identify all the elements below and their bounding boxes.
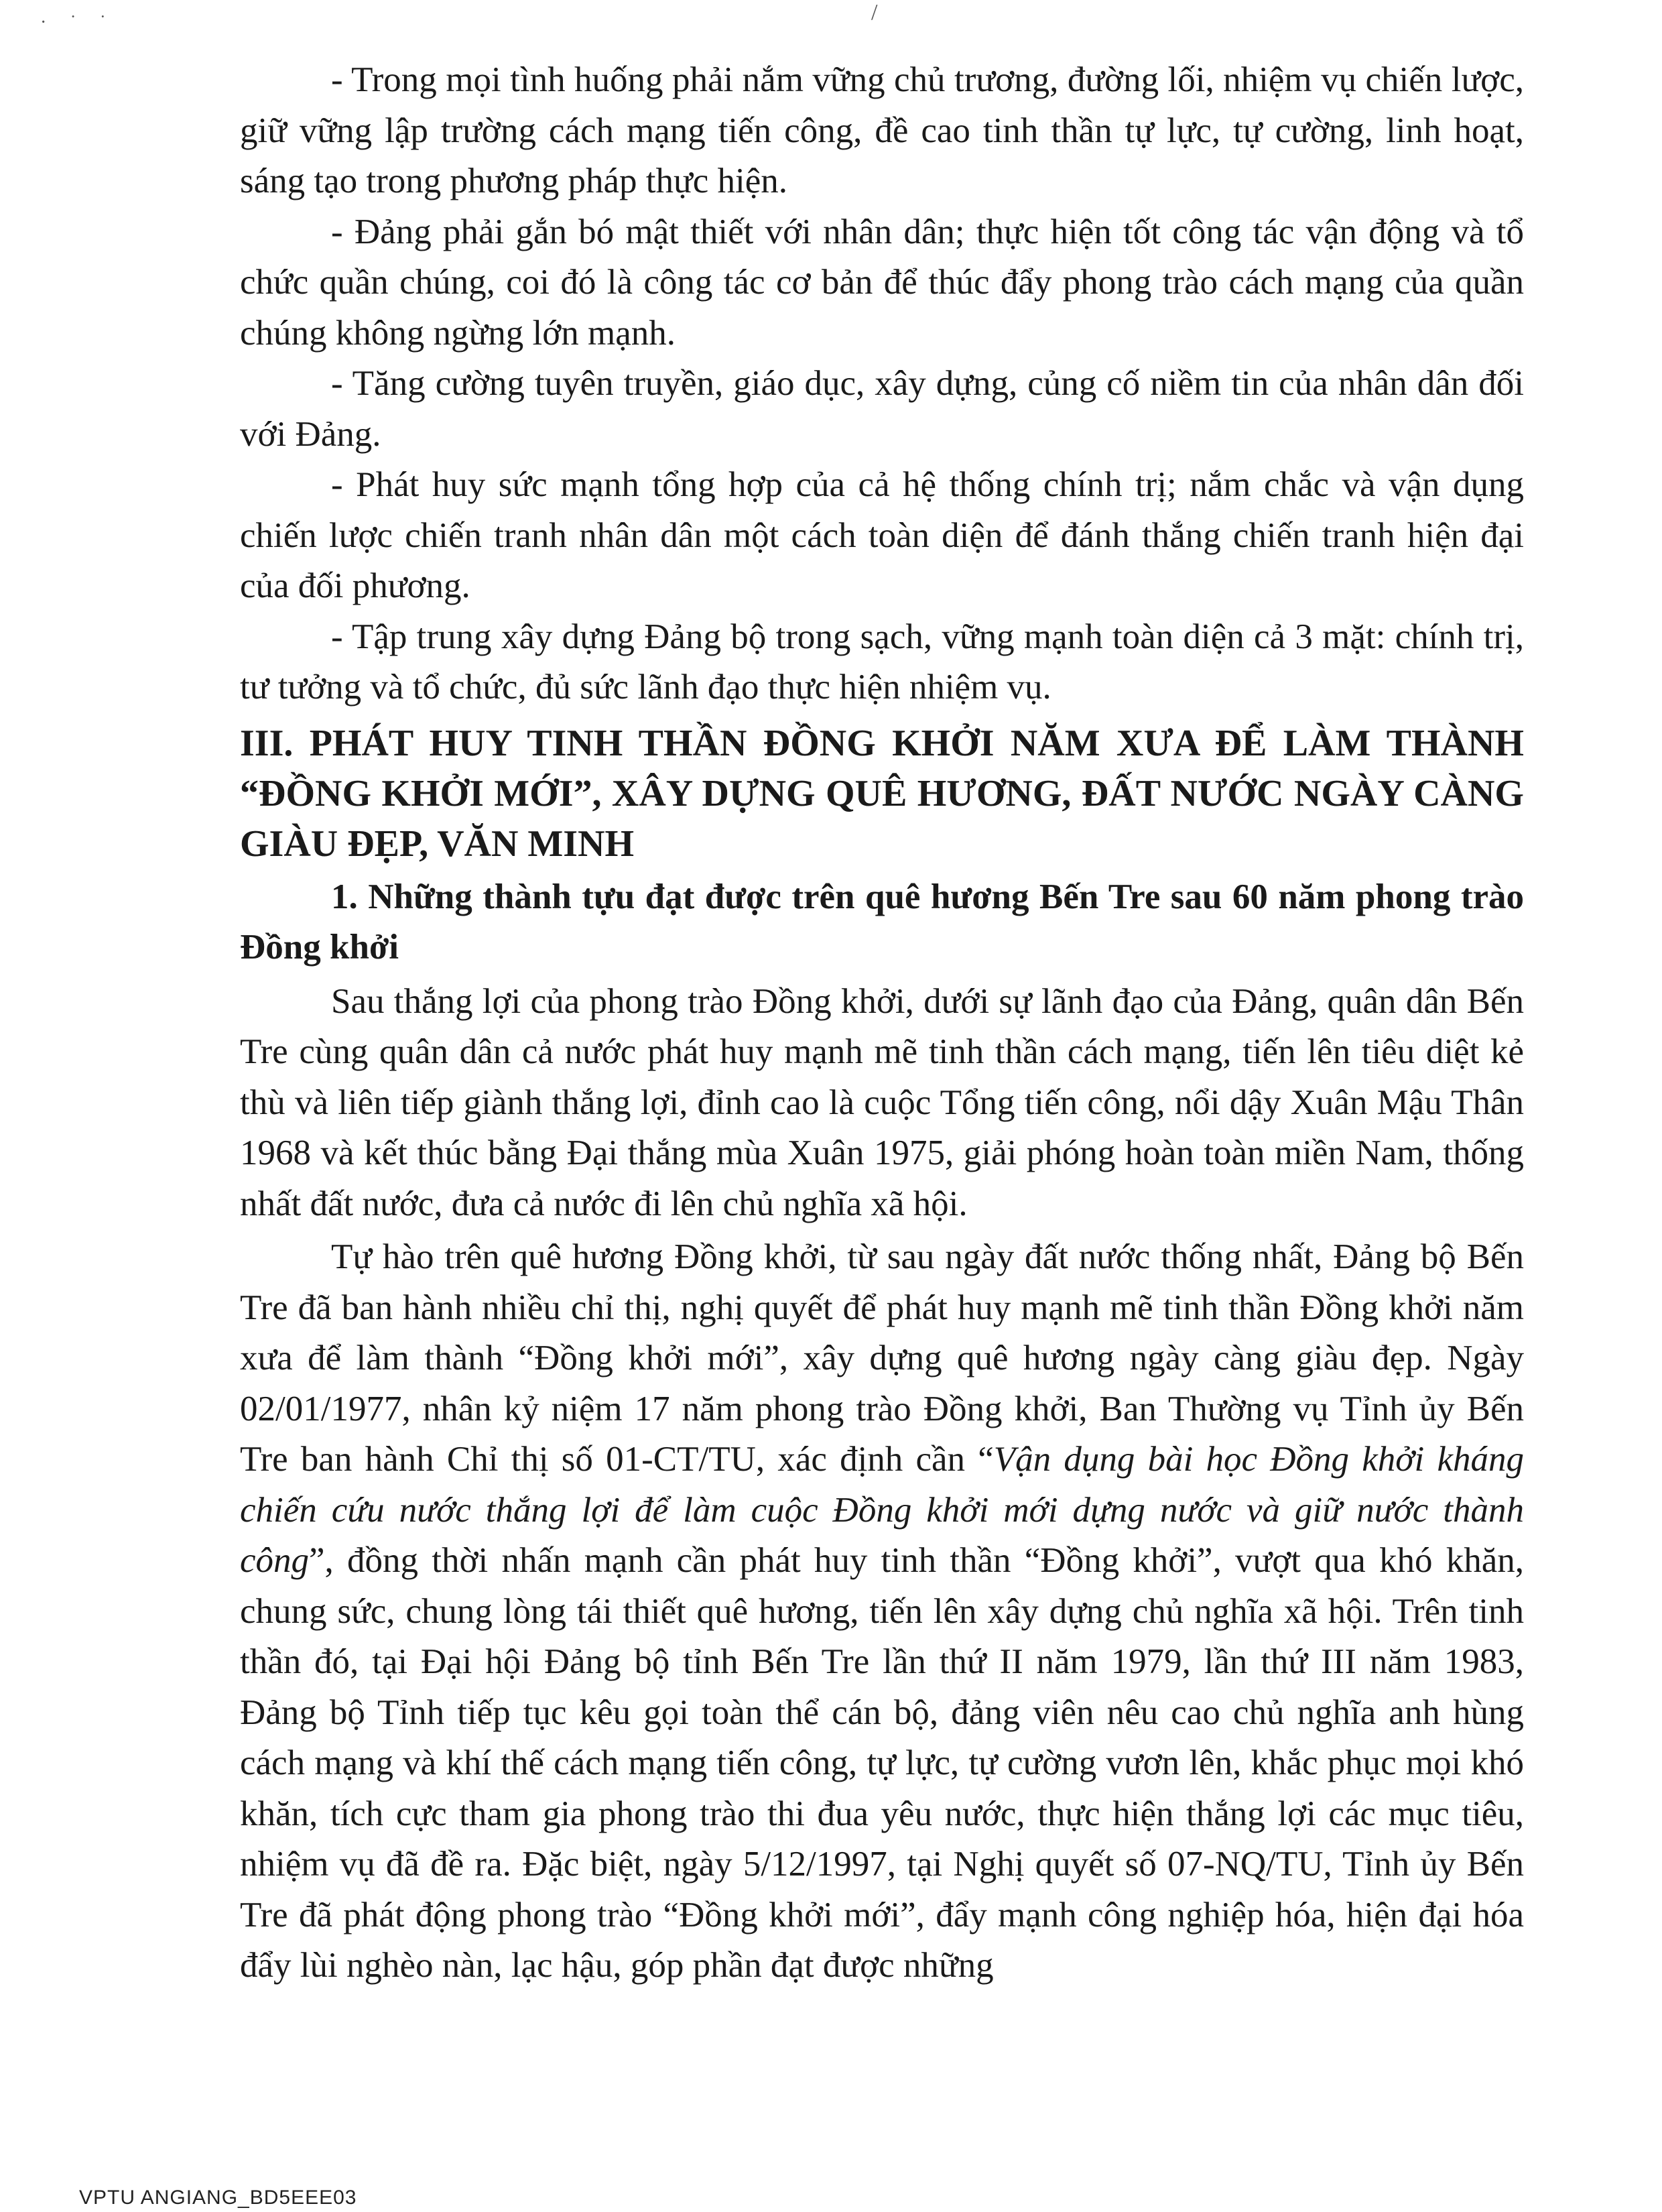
bullet-item: - Phát huy sức mạnh tổng hợp của cả hệ thống chính trị; nắm chắc và vận dụng chiến lược chiến tranh nhân dân một cách toàn diện để đánh thắng chiến tranh hiện đại của đối phương. (240, 465, 1524, 605)
subsection-heading: 1. Những thành tựu đạt được trên quê hương Bến Tre sau 60 năm phong trào Đồng khởi (240, 877, 1524, 967)
paragraph-text: ”, đồng thời nhấn mạnh cần phát huy tinh thần “Đồng khởi”, vượt qua khó khăn, chung sức, chung lòng tái thiết quê hương, tiến lên xây dựng chủ nghĩa xã hội. Trên tinh thần đó, tại Đại hội Đảng bộ tỉnh Bến Tre lần thứ II năm 1979, lần thứ III năm 1983, Đảng bộ Tỉnh tiếp tục kêu gọi toàn thể cán bộ, đảng viên nêu cao chủ nghĩa anh hùng cách mạng và khí thế cách mạng tiến công, tự lực, tự cường vươn lên, khắc phục mọi khó khăn, tích cực tham gia phong trào thi đua yêu nước, thực hiện thắng lợi các mục tiêu, nhiệm vụ đã đề ra. Đặc biệt, ngày 5/12/1997, tại Nghị quyết số 07-NQ/TU, Tỉnh ủy Bến Tre đã phát động phong trào “Đồng khởi mới”, đẩy mạnh công nghiệp hóa, hiện đại hóa đẩy lùi nghèo nàn, lạc hậu, góp phần đạt được những (240, 1541, 1524, 1985)
section-heading: III. PHÁT HUY TINH THẦN ĐỒNG KHỞI NĂM XƯA ĐỂ LÀM THÀNH “ĐỒNG KHỞI MỚI”, XÂY DỰNG QUÊ HƯƠNG, ĐẤT NƯỚC NGÀY CÀNG GIÀU ĐẸP, VĂN MINH (240, 722, 1524, 865)
footer-document-code: VPTU ANGIANG_BD5EEE03 (79, 2187, 357, 2209)
paragraph (240, 1232, 1524, 1991)
bullet-item: - Tăng cường tuyên truyền, giáo dục, xây dựng, củng cố niềm tin của nhân dân đối với Đảng. (240, 364, 1524, 454)
paragraph: Sau thắng lợi của phong trào Đồng khởi, dưới sự lãnh đạo của Đảng, quân dân Bến Tre cùng quân dân cả nước phát huy mạnh mẽ tinh thần cách mạng, tiến lên tiêu diệt kẻ thù và liên tiếp giành thắng lợi, đỉnh cao là cuộc Tổng tiến công, nổi dậy Xuân Mậu Thân 1968 và kết thúc bằng Đại thắng mùa Xuân 1975, giải phóng hoàn toàn miền Nam, thống nhất đất nước, đưa cả nước đi lên chủ nghĩa xã hội. (240, 981, 1524, 1223)
top-mark: / (871, 0, 878, 25)
bullet-item: - Đảng phải gắn bó mật thiết với nhân dân; thực hiện tốt công tác vận động và tổ chức quần chúng, coi đó là công tác cơ bản để thúc đẩy phong trào cách mạng của quần chúng không ngừng lớn mạnh. (240, 212, 1524, 353)
quote-italic: Vận dụng bài học Đồng khởi kháng chiến cứu nước thắng lợi để làm cuộc Đồng khởi mới dựng nước và giữ nước thành công (240, 1440, 1524, 1580)
bullet-item: - Trong mọi tình huống phải nắm vững chủ trương, đường lối, nhiệm vụ chiến lược, giữ vững lập trường cách mạng tiến công, đề cao tinh thần tự lực, tự cường, linh hoạt, sáng tạo trong phương pháp thực hiện. (240, 60, 1524, 200)
document-body (240, 55, 1524, 1991)
bullet-item: - Tập trung xây dựng Đảng bộ trong sạch, vững mạnh toàn diện cả 3 mặt: chính trị, tư tưởng và tổ chức, đủ sức lãnh đạo thực hiện nhiệm vụ. (240, 617, 1524, 706)
scan-marks: · ˙ ˙ (40, 12, 115, 33)
paragraph-text: Tự hào trên quê hương Đồng khởi, từ sau ngày đất nước thống nhất, Đảng bộ Bến Tre đã ban hành nhiều chỉ thị, nghị quyết để phát huy mạnh mẽ tinh thần Đồng khởi năm xưa để làm thành “Đồng khởi mới”, xây dựng quê hương ngày càng giàu đẹp. Ngày 02/01/1977, nhân kỷ niệm 17 năm phong trào Đồng khởi, Ban Thường vụ Tỉnh ủy Bến Tre ban hành Chỉ thị số 01-CT/TU, xác định cần “ (240, 1237, 1524, 1479)
